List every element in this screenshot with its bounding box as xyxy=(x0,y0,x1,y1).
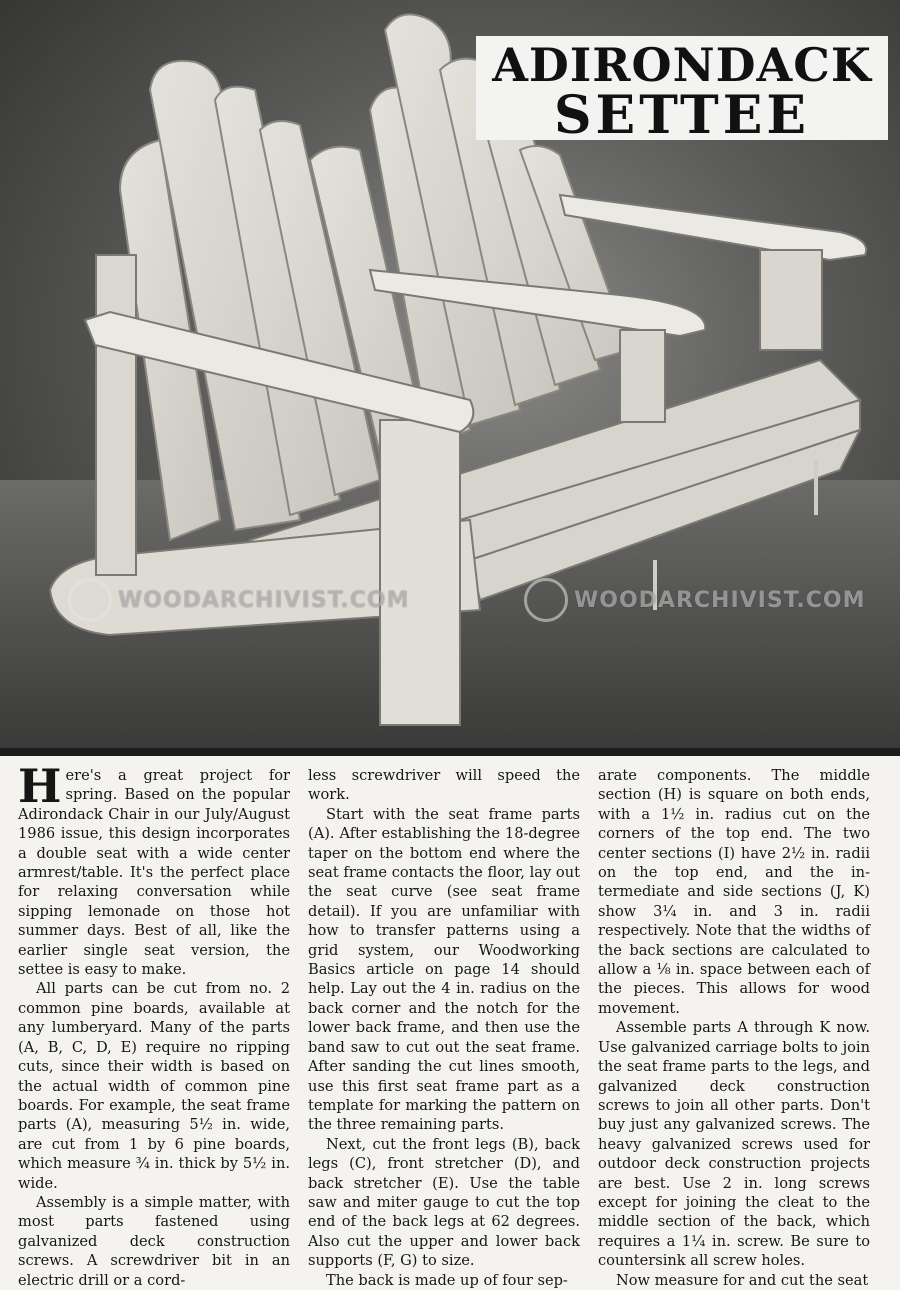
paragraph: The back is made up of four sep- xyxy=(326,1271,568,1289)
article-column-3 xyxy=(598,766,870,1290)
paragraph-text: ere's a great project for spring. Based on the popular Adirondack Chair in our July/August 1986 issue, this design incorporates a double seat with a wide center armrest/table. It's the perfect place for relaxing conversation while sipping lemonade on those hot summer days. Best of all, like the earlier single seat version, the settee is easy to make. xyxy=(18,767,290,979)
paragraph xyxy=(18,759,290,979)
paragraph: less screwdriver will speed the work. xyxy=(308,767,580,804)
title-line-2: SETTEE xyxy=(554,85,810,146)
article-body xyxy=(18,759,888,1289)
title-box xyxy=(476,36,888,146)
article-column-2 xyxy=(308,766,580,1290)
paragraph: Start with the seat frame parts (A). After establishing the 18-degree taper on the bottom end where the seat frame contacts the floor, lay out the seat curve (see seat frame detail). If you are unfamiliar with how to transfer patterns using a grid system, our Woodworking Basics article on page 14 should help. Lay out the 4 in. radius on the back corner and the notch for the lower back frame, and then use the band saw to cut out the seat frame. After sanding the cut lines smooth, use this first seat frame part as a template for marking the pattern on the three remaining parts. xyxy=(308,805,580,1134)
watermark-logo-icon xyxy=(68,578,112,622)
title-line-1: ADIRONDACK xyxy=(492,38,872,92)
watermark-logo-icon xyxy=(524,578,568,622)
article-column-1 xyxy=(18,759,290,1290)
watermark-left: WOODARCHIVIST.COM xyxy=(118,588,410,613)
section-divider xyxy=(0,748,900,756)
paragraph: All parts can be cut from no. 2 common pine boards, available at any lumberyard. Many of the parts (A, B, C, D, E) require no ripping cuts, since their width is based on the actual width of common pine boards. For example, the seat frame parts (A), measuring 5½ in. wide, are cut from 1 by 6 pine boards, which measure ¾ in. thick by 5½ in. wide. xyxy=(18,980,290,1192)
paragraph: Assembly is a simple matter, with most parts fastened using galvanized deck construction screws. A screwdriver bit in an electric drill or a cord- xyxy=(18,1193,290,1289)
paragraph: Assemble parts A through K now. Use galvanized carriage bolts to join the seat frame parts to the legs, and galvanized deck construction screws to join all other parts. Don't buy just any galvanized screws. The heavy galvanized screws used for outdoor deck construction projects are best. Use 2 in. long screws except for joining the cleat to the middle section of the back, which requires a 1¼ in. screw. Be sure to countersink all screw holes. xyxy=(598,1019,870,1270)
paragraph: Next, cut the front legs (B), back legs (C), front stretcher (D), and back stretcher (E). Use the table saw and miter gauge to cut the top end of the back legs at 62 degrees. Also cut the upper and lower back supports (F, G) to size. xyxy=(308,1135,580,1270)
watermark-right: WOODARCHIVIST.COM xyxy=(574,588,866,613)
drop-cap: H xyxy=(18,759,62,813)
paragraph: Now measure for and cut the seat xyxy=(616,1271,869,1289)
paragraph: arate components. The middle section (H) is square on both ends, with a 1½ in. radius cut on the corners of the top end. The two center sections (I) have 2½ in. radii on the top end, and the intermediate and side sections (J, K) show 3¼ in. and 3 in. radii respectively. Note that the widths of the back sections are calculated to allow a ⅛ in. space between each of the pieces. This allows for wood movement. xyxy=(598,767,870,1017)
